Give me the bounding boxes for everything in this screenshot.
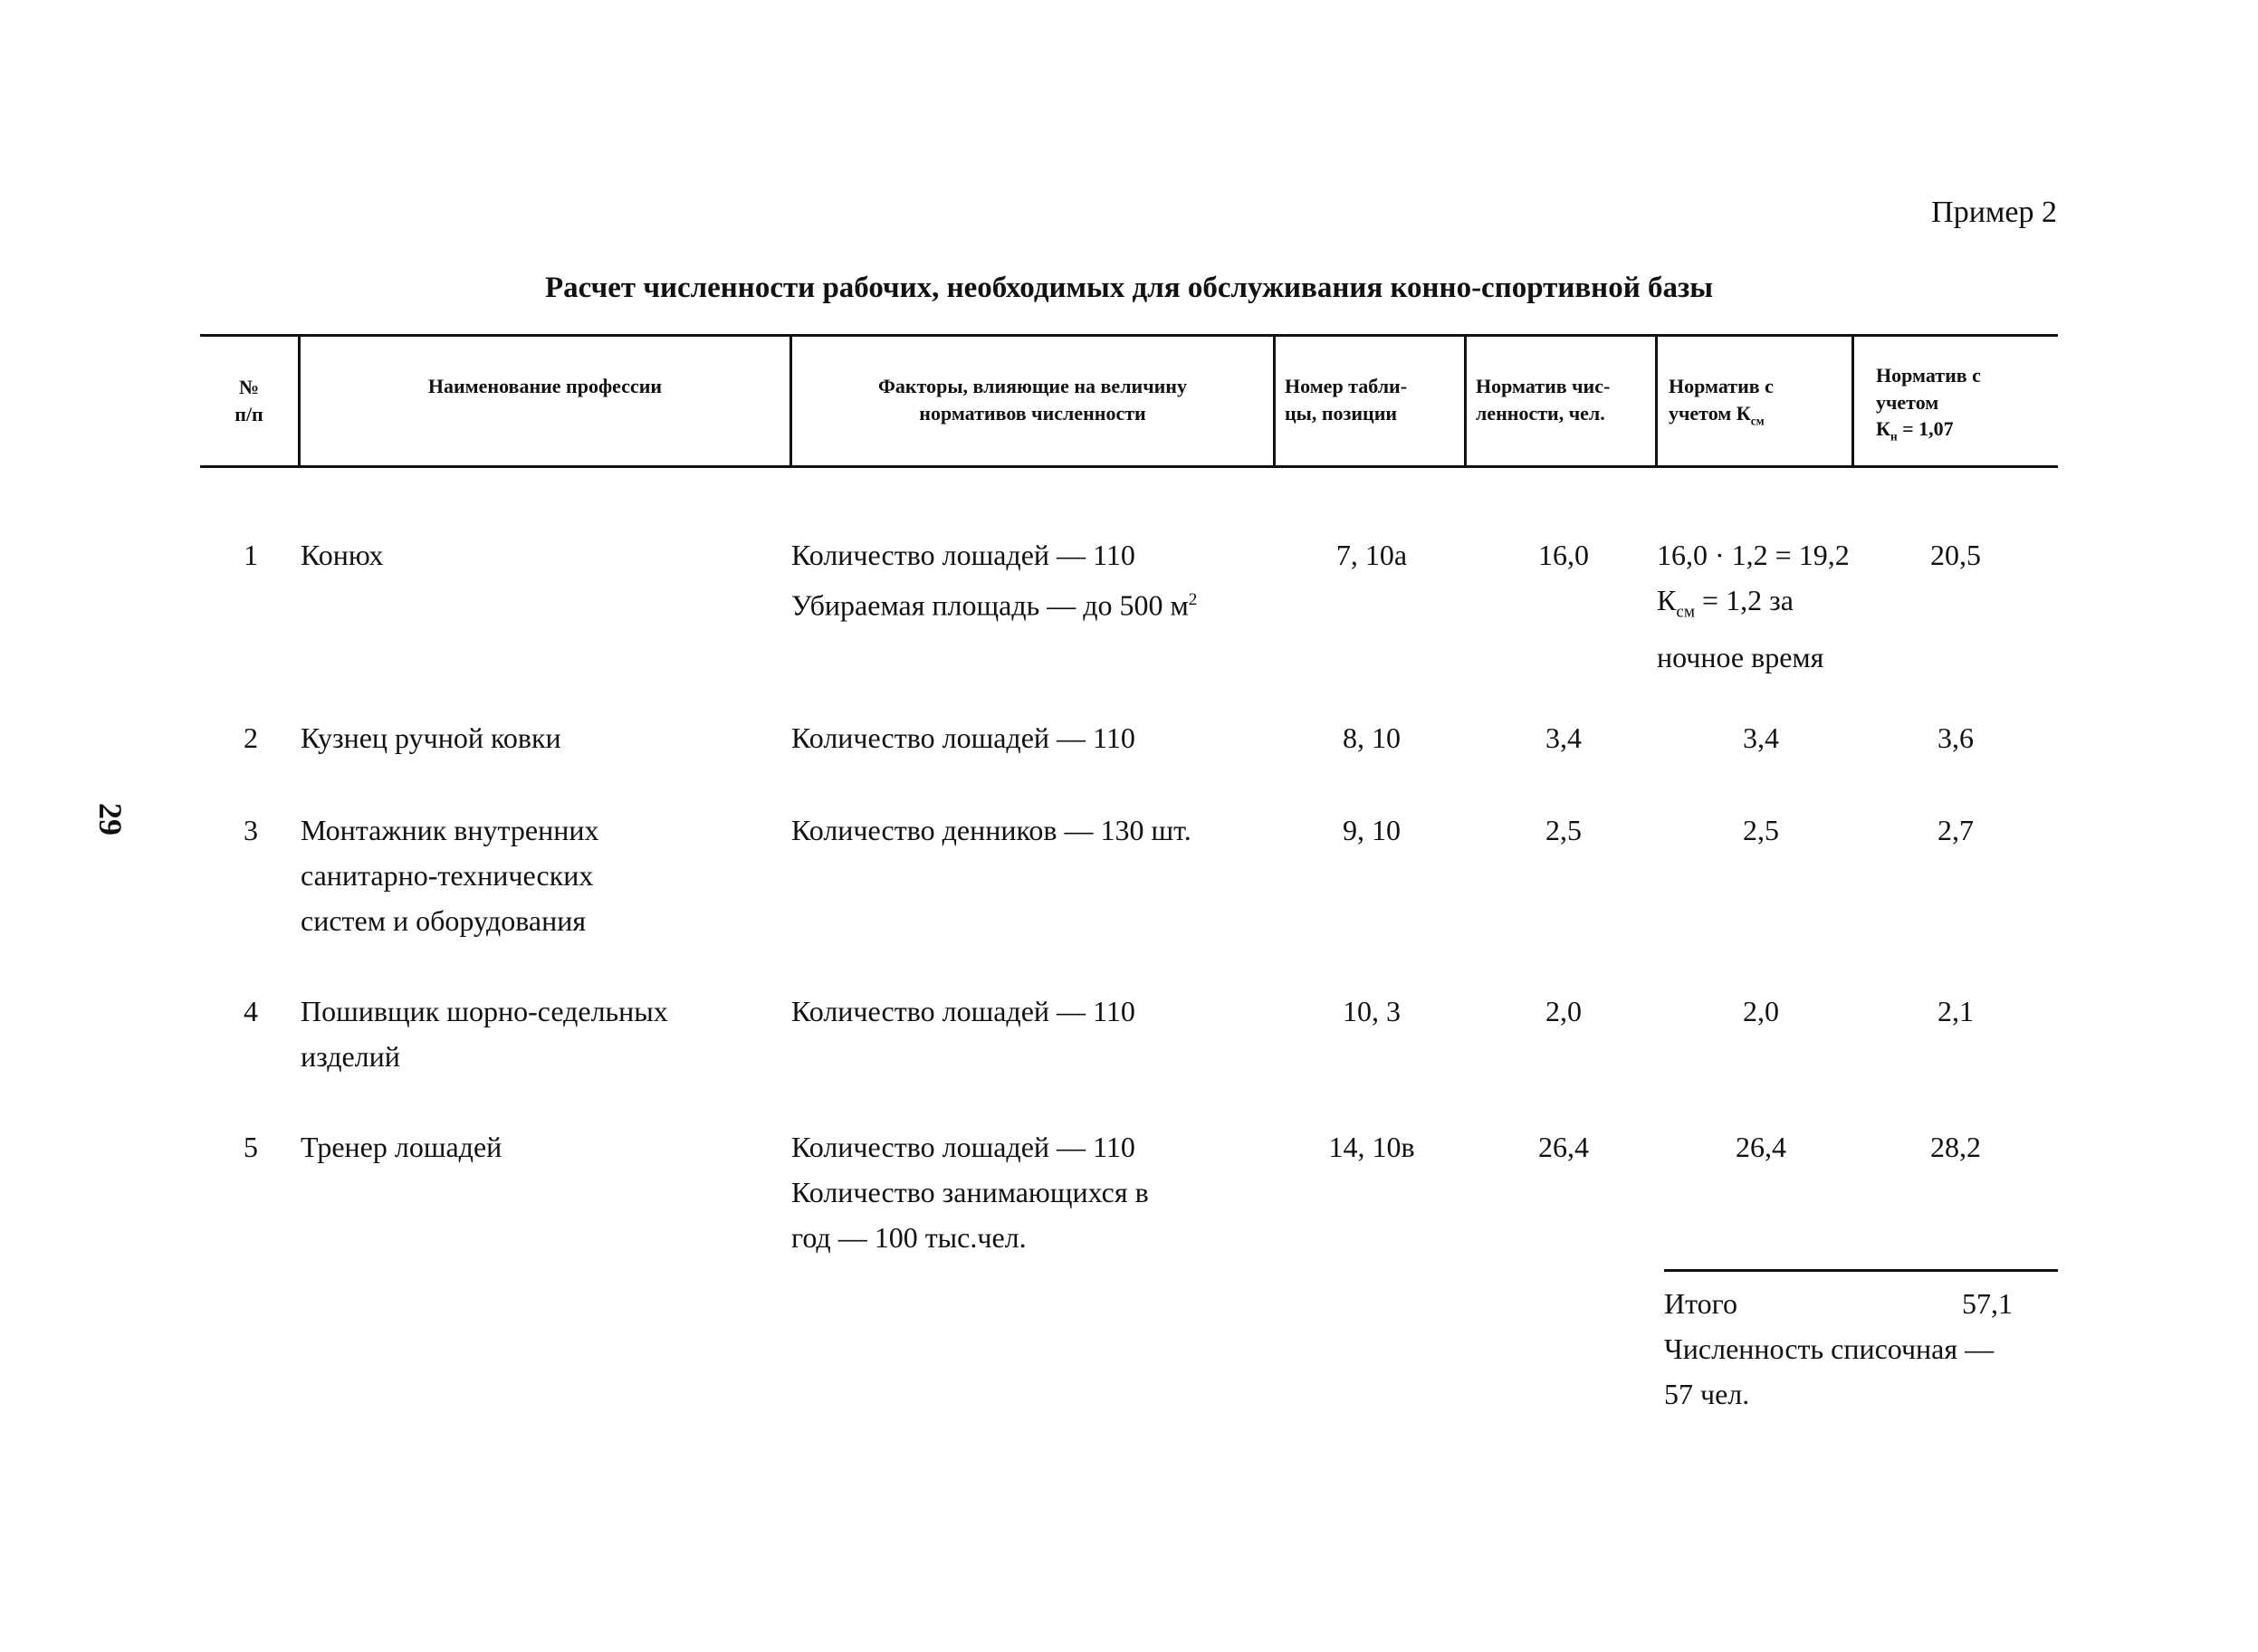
header-norm-ksm: [1669, 335, 1850, 467]
header-ksm-line1: Норматив с: [1669, 375, 1774, 397]
header-num: [200, 335, 298, 467]
header-kn-k: К: [1876, 417, 1890, 441]
payroll-line1: Численность списочная —: [1664, 1332, 1995, 1365]
row-5-factor-2: Количество занимающихся в: [791, 1176, 1149, 1208]
row-4-ksm: 2,0: [1743, 995, 1779, 1027]
example-label: Пример 2: [1931, 196, 2057, 229]
row-1-ksm-sub: см: [1676, 602, 1696, 622]
header-profession-label: Наименование профессии: [427, 375, 663, 397]
row-3-table: 9, 10: [1343, 814, 1401, 846]
row-3-kn: 2,7: [1937, 814, 1974, 846]
header-table-position: [1285, 335, 1464, 467]
row-4-norm: 2,0: [1545, 995, 1582, 1027]
row-4-profession-line: Пошивщик шорно-седельных: [301, 995, 668, 1027]
row-1-ksm-line3: ночное время: [1657, 641, 1824, 674]
row-5-norm: 26,4: [1538, 1131, 1589, 1163]
header-ksm-sub: см: [1750, 414, 1765, 428]
header-separator: [1655, 335, 1658, 467]
row-2-ksm: 3,4: [1743, 721, 1779, 754]
payroll-line2: 57 чел.: [1664, 1378, 1750, 1410]
header-ksm-line2: учетом К: [1669, 401, 1751, 425]
header-num-line1: №: [238, 376, 260, 399]
row-5-kn: 28,2: [1930, 1131, 1981, 1163]
row-1-ksm-rest: = 1,2 за: [1695, 584, 1794, 616]
total-block: [1664, 1281, 2058, 1417]
header-separator: [1273, 335, 1276, 467]
header-norm-line1: Норматив чис-: [1476, 375, 1611, 397]
row-5-factor-3: год — 100 тыс.чел.: [791, 1221, 1027, 1254]
row-2-table: 8, 10: [1343, 721, 1401, 754]
header-separator: [1464, 335, 1467, 467]
header-table-line1: Номер табли-: [1285, 375, 1408, 397]
row-5-profession-line: Тренер лошадей: [301, 1131, 502, 1163]
header-table-line2: цы, позиции: [1285, 401, 1398, 425]
row-1-ksm-k: К: [1657, 584, 1677, 616]
header-factors: [792, 335, 1273, 467]
row-4-table: 10, 3: [1343, 995, 1401, 1027]
row-4-factor-1: Количество лошадей — 110: [791, 995, 1135, 1027]
row-1-factors: [791, 532, 1262, 628]
row-5-factor-1: Количество лошадей — 110: [791, 1131, 1135, 1163]
page-number: 29: [92, 803, 129, 836]
row-5-profession: [301, 1124, 771, 1170]
header-norm-kn: [1876, 335, 2057, 467]
row-2-norm: 3,4: [1545, 721, 1582, 754]
row-5-num: 5: [244, 1131, 258, 1163]
row-3-norm: 2,5: [1545, 814, 1582, 846]
row-3-ksm: 2,5: [1743, 814, 1779, 846]
row-3-profession-line: Монтажник внутренних: [301, 814, 599, 846]
header-profession: [301, 335, 789, 467]
row-2-num: 2: [244, 721, 258, 754]
header-norm: [1476, 335, 1655, 467]
row-4-profession: [301, 988, 771, 1079]
row-4-num: 4: [244, 995, 258, 1027]
row-1-profession: [301, 532, 771, 578]
row-2-profession-line: Кузнец ручной ковки: [301, 721, 561, 754]
row-3-profession-line: систем и оборудования: [301, 904, 587, 937]
row-3-factors: [791, 807, 1262, 853]
document-title: Расчет численности рабочих, необходимых для обслуживания конно-спортивной базы: [545, 272, 1713, 304]
header-kn-val: = 1,07: [1897, 417, 1954, 441]
row-3-profession-line: санитарно-технических: [301, 859, 594, 892]
row-1-ksm-line1: 16,0 · 1,2 = 19,2: [1657, 539, 1850, 571]
header-kn-sub: н: [1890, 429, 1898, 444]
row-2-profession: [301, 715, 771, 760]
header-norm-line2: ленности, чел.: [1476, 401, 1605, 425]
row-1-num: 1: [244, 539, 258, 571]
header-factors-line2: нормативов численности: [919, 401, 1146, 425]
row-1-profession-line: Конюх: [301, 539, 384, 571]
header-separator: [1851, 335, 1854, 467]
row-1-norm: 16,0: [1538, 539, 1589, 571]
row-1-factor-2-sup: 2: [1188, 590, 1198, 609]
row-1-ksm: [1657, 532, 1865, 680]
row-3-factor-1: Количество денников — 130 шт.: [791, 814, 1191, 846]
row-2-kn: 3,6: [1937, 721, 1974, 754]
total-rule: [1664, 1269, 2058, 1272]
row-5-factors: [791, 1124, 1262, 1260]
row-1-factor-2: Убираемая площадь — до 500 м: [791, 588, 1189, 622]
row-1-table: 7, 10а: [1335, 539, 1408, 571]
header-kn-line1: Норматив с: [1876, 364, 1981, 387]
total-value: 57,1: [1962, 1287, 2013, 1320]
header-factors-line1: Факторы, влияющие на величину: [878, 375, 1187, 397]
row-1-kn: 20,5: [1930, 539, 1981, 571]
row-2-factors: [791, 715, 1262, 760]
row-2-factor-1: Количество лошадей — 110: [791, 721, 1135, 754]
row-4-profession-line: изделий: [301, 1040, 400, 1073]
header-num-line2: п/п: [234, 403, 263, 425]
row-5-table: 14, 10в: [1328, 1131, 1415, 1163]
row-3-profession: [301, 807, 771, 943]
header-kn-line2: учетом: [1876, 390, 1939, 414]
total-label: Итого: [1664, 1287, 1737, 1320]
row-4-factors: [791, 988, 1262, 1034]
row-1-factor-1: Количество лошадей — 110: [791, 539, 1135, 571]
row-5-ksm: 26,4: [1736, 1131, 1786, 1163]
row-3-num: 3: [244, 814, 258, 846]
row-4-kn: 2,1: [1937, 995, 1974, 1027]
